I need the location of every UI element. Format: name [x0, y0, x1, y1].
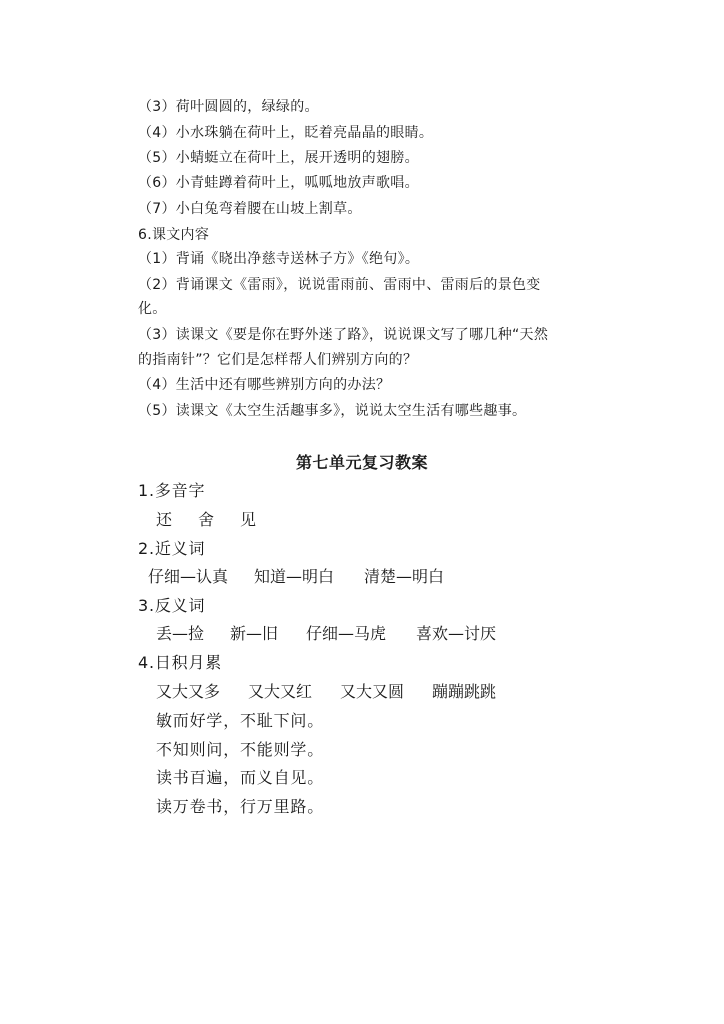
text-item: 的指南针”？它们是怎样帮人们辨别方向的？: [138, 352, 418, 368]
word-pair: 喜欢—讨厌: [416, 624, 497, 643]
word-pair: 丢—捡: [156, 624, 205, 643]
sentence-item: （5）小蜻蜓立在荷叶上，展开透明的翅膀。: [138, 150, 419, 166]
sentence-item: （4）小水珠躺在荷叶上，眨着亮晶晶的眼睛。: [138, 125, 434, 141]
section-heading: 1.多音字: [138, 481, 206, 500]
word-item: 又大又多: [156, 682, 221, 701]
word-item: 又大又红: [248, 682, 313, 701]
sentence-item: （6）小青蛙蹲着荷叶上，呱呱地放声歌唱。: [138, 175, 419, 191]
word-item: 又大又圆: [340, 682, 405, 701]
text-item: （1）背诵《晓出净慈寺送林子方》《绝句》。: [138, 251, 420, 267]
saying-item: 读万卷书，行万里路。: [156, 797, 325, 816]
section-heading: 4.日积月累: [138, 653, 223, 672]
saying-item: 敏而好学，不耻下问。: [156, 711, 325, 730]
section-heading: 2.近义词: [138, 539, 206, 558]
saying-item: 不知则问，不能则学。: [156, 740, 325, 759]
text-item: （4）生活中还有哪些辨别方向的办法？: [138, 377, 391, 393]
word-item: 见: [240, 510, 257, 529]
text-item: （3）读课文《要是你在野外迷了路》，说说课文写了哪几种“天然: [138, 327, 549, 343]
word-pair: 知道—明白: [254, 567, 335, 586]
word-item: 蹦蹦跳跳: [432, 682, 497, 701]
word-pair: 清楚—明白: [364, 567, 445, 586]
section-heading: 6.课文内容: [138, 227, 210, 243]
page-title: 第七单元复习教案: [295, 453, 428, 472]
word-pair: 仔细—马虎: [306, 624, 387, 643]
section-heading: 3.反义词: [138, 596, 206, 615]
text-item: 化。: [138, 301, 167, 317]
sentence-item: （3）荷叶圆圆的，绿绿的。: [138, 99, 319, 115]
word-item: 还: [156, 510, 173, 529]
text-item: （2）背诵课文《雷雨》，说说雷雨前、雷雨中、雷雨后的景色变: [138, 277, 541, 293]
word-item: 舍: [198, 510, 215, 529]
word-pair: 新—旧: [230, 624, 279, 643]
word-pair: 仔细—认真: [148, 567, 229, 586]
saying-item: 读书百遍，而义自见。: [156, 768, 325, 787]
sentence-item: （7）小白兔弯着腰在山坡上割草。: [138, 201, 362, 217]
text-item: （5）读课文《太空生活趣事多》，说说太空生活有哪些趣事。: [138, 403, 527, 419]
